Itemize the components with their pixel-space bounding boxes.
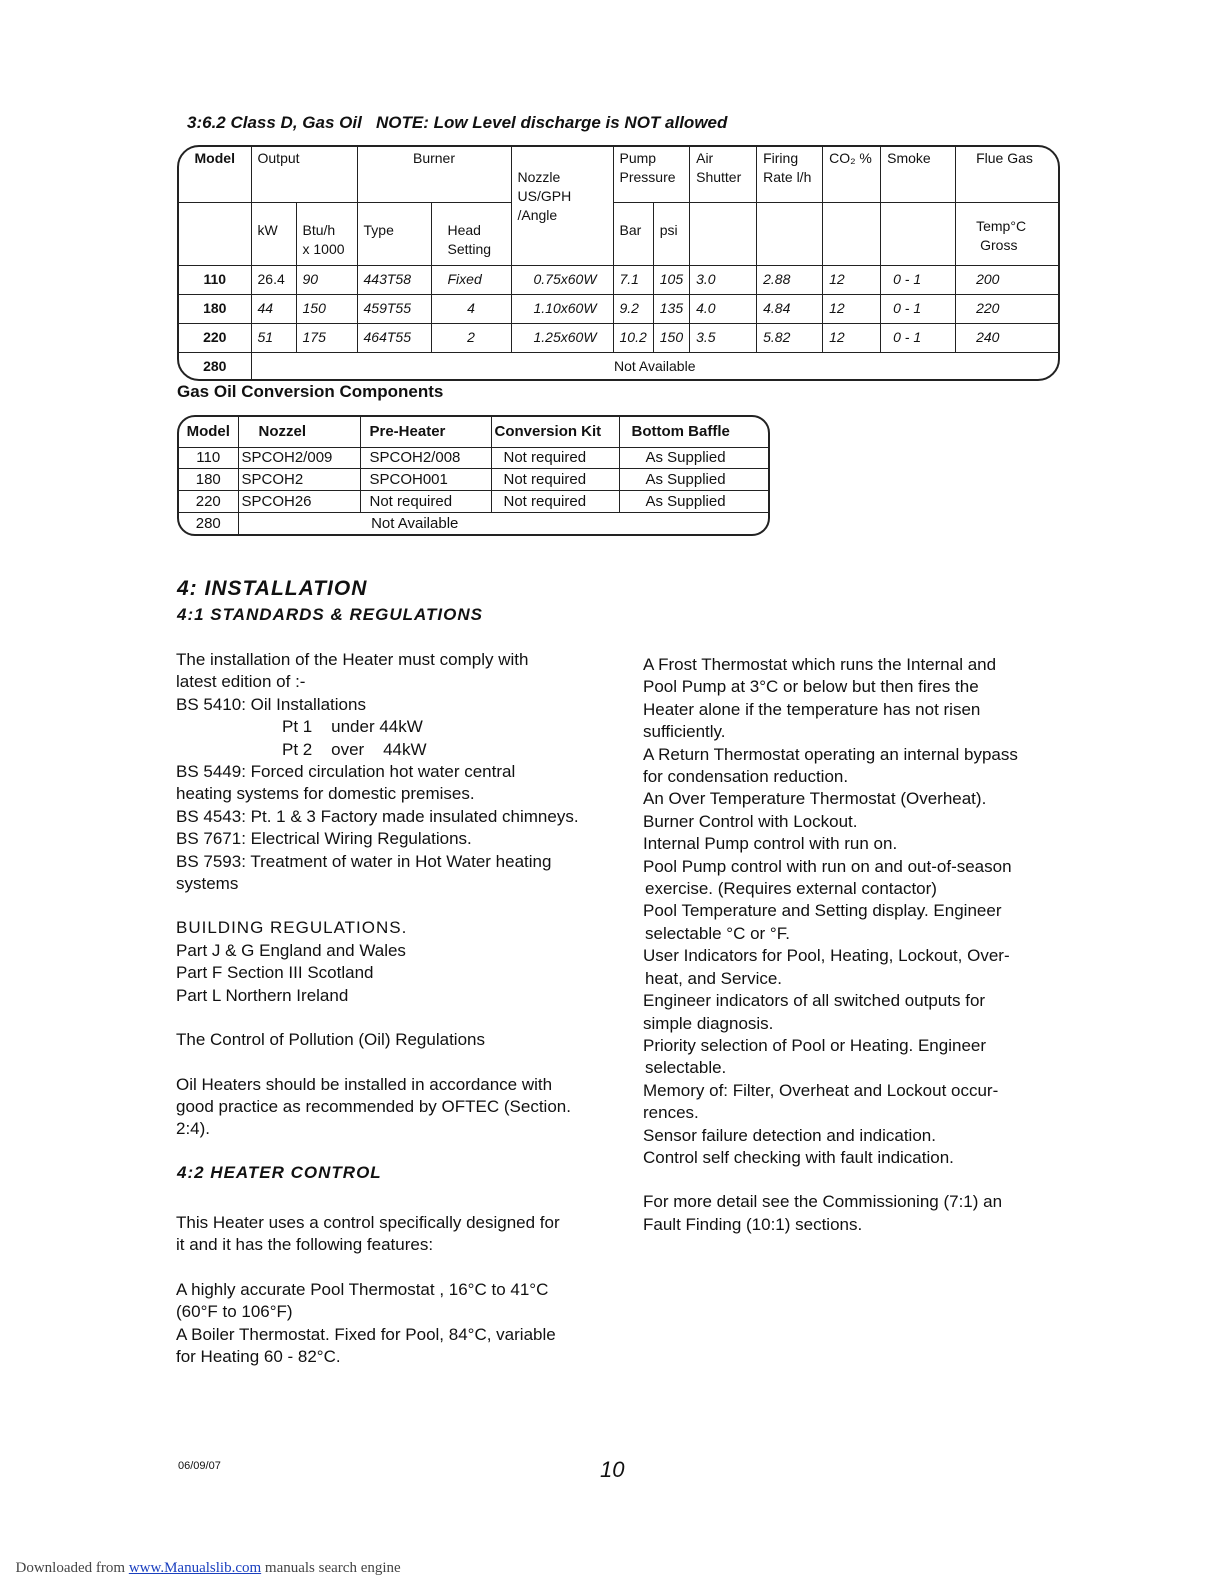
header-output: Output (251, 147, 357, 202)
table-row: 110 SPCOH2/009 SPCOH2/008 Not required As Supplied (179, 447, 768, 469)
header-model: Model (179, 147, 251, 202)
header-air-shutter: Air Shutter (690, 147, 757, 202)
header-pump-pressure: Pump Pressure (613, 147, 690, 202)
header-psi: psi (653, 202, 689, 265)
header-type: Type (357, 202, 431, 265)
page-number: 10 (600, 1457, 625, 1482)
left-column: The installation of the Heater must comply with latest edition of :- BS 5410: Oil Installations Pt 1 under 44kW Pt 2 over 44kW BS 5449: Forced circulation hot water central heating systems for domestic premises. BS 4543: Pt. 1 & 3 Factory made insulated chimneys. BS 7671: Electrical Wiring Regulations. BS 7593: Treatment of water in Hot Water heating systems BUILDING REGULATIONS. Part J & G England and Wales Part F Section III Scotland Part L Northern Ireland The Control of Pollution (Oil) Regulations Oil Heaters should be installed in accordance with good practice as recommended by OFTEC (Section. 2:4). (176, 650, 579, 1139)
download-footer (8, 1543, 401, 1577)
right-column: A Frost Thermostat which runs the Internal and Pool Pump at 3°C or below but then fires the Heater alone if the temperature has not risen sufficiently. A Return Thermostat operating an internal bypass for condensation reduction. An Over Temperature Thermostat (Overheat). Burner Control with Lockout. Internal Pump control with run on. Pool Pump control with run on and out-of-season exercise. (Requires external contactor) Pool Temperature and Setting display. Engineer selectable °C or °F. User Indicators for Pool, Heating, Lockout, Over- heat, and Service. Engineer indicators of all switched outputs for simple diagnosis. Priority selection of Pool or Heating. Engineer selectable. Memory of: Filter, Overheat and Lockout occur- rences. Sensor failure detection and indication. Control self checking with fault indication. For more detail see the Commissioning (7:1) an Fault Finding (10:1) sections. (643, 655, 1018, 1234)
left-column-control: This Heater uses a control specifically designed for it and it has the following features: A highly accurate Pool Thermostat , 16°C to 41°C (60°F to 106°F) A Boiler Thermostat. Fixed for Pool, 84°C, variable for Heating 60 - 82°C. (176, 1213, 560, 1367)
header-nozzle: Nozzle US/GPH /Angle (511, 147, 613, 265)
header-btuh: Btu/h x 1000 (296, 202, 357, 265)
table-row: 280 Not Available (179, 352, 1058, 380)
footer-date: 06/09/07 (178, 1460, 221, 1472)
table-row: 180 44 150 459T55 4 1.10x60W 9.2 135 4.0 4.84 12 0 - 1 220 (179, 294, 1058, 323)
table-row: 180 SPCOH2 SPCOH001 Not required As Supplied (179, 469, 768, 491)
conversion-table (177, 415, 770, 536)
header-temp: Temp°C Gross (956, 202, 1058, 265)
table-header-row: Model Nozzel Pre-Heater Conversion Kit Bottom Baffle (179, 417, 768, 447)
header-firing-rate: Firing Rate l/h (757, 147, 823, 202)
manualslib-link[interactable]: www.Manualslib.com (128, 1560, 262, 1576)
conversion-title: Gas Oil Conversion Components (177, 382, 444, 401)
heater-control-subtitle: 4:2 HEATER CONTROL (177, 1163, 382, 1182)
download-prefix: Downloaded from (15, 1560, 129, 1576)
header-flue-gas: Flue Gas (956, 147, 1058, 202)
header-bar: Bar (613, 202, 653, 265)
standards-subtitle: 4:1 STANDARDS & REGULATIONS (177, 605, 483, 624)
header-smoke: Smoke (881, 147, 956, 202)
download-suffix: manuals search engine (261, 1560, 401, 1576)
table-row: 110 26.4 90 443T58 Fixed 0.75x60W 7.1 105 3.0 2.88 12 0 - 1 200 (179, 265, 1058, 294)
section-362-heading: 3:6.2 Class D, Gas Oil NOTE: Low Level discharge is NOT allowed (187, 113, 728, 132)
table-row: 220 51 175 464T55 2 1.25x60W 10.2 150 3.5 5.82 12 0 - 1 240 (179, 323, 1058, 352)
header-head-setting: Head Setting (431, 202, 511, 265)
installation-title: 4: INSTALLATION (177, 577, 368, 600)
header-kw: kW (251, 202, 296, 265)
header-co2: CO₂ % (823, 147, 881, 202)
spec-table (177, 145, 1060, 381)
table-row: 280 Not Available (179, 512, 768, 534)
table-row: 220 SPCOH26 Not required Not required As Supplied (179, 490, 768, 512)
header-burner: Burner (357, 147, 511, 202)
